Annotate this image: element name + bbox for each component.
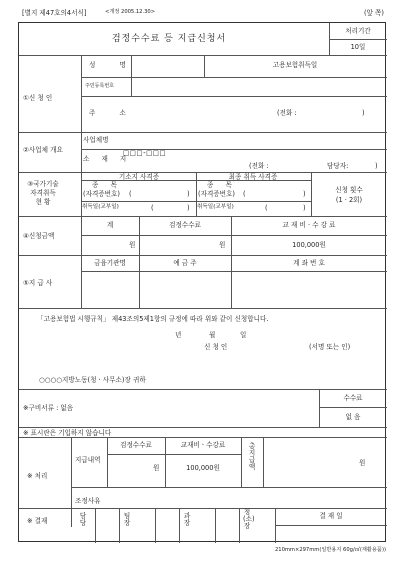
workplace-close: ) xyxy=(375,162,378,170)
acquisition-label-3: 현 황 xyxy=(35,198,51,206)
approval-date-field[interactable] xyxy=(275,525,387,543)
amount-tuition-label: 교 재 비 · 수 강 료 xyxy=(282,221,336,229)
amount-total-label: 계 xyxy=(106,221,114,229)
existing-cert-header: 기소지 사격증 xyxy=(118,173,160,181)
rrn-field[interactable] xyxy=(131,77,387,96)
postal-code-boxes[interactable]: □□□-□□□ xyxy=(123,149,167,157)
approval-team-lead: 팀장 xyxy=(123,512,131,527)
phone-close: ) xyxy=(362,109,365,117)
total-payment-won: 원 xyxy=(359,459,366,467)
amount-section-label: ④신청금액 xyxy=(23,232,55,240)
bank-label: 금융기관명 xyxy=(94,259,126,267)
addressee: ○○○○지방노동(청ㆍ사무소)장 귀하 xyxy=(39,376,146,384)
date-month: 월 xyxy=(209,331,216,339)
application-form xyxy=(18,22,386,542)
page-side: (앞 쪽) xyxy=(364,9,384,17)
fee-value: 없 음 xyxy=(345,413,361,421)
date-year: 년 xyxy=(175,331,182,339)
existing-date-paren-open: ( xyxy=(151,204,154,212)
approval-section-chief: 과장 xyxy=(183,512,191,527)
bank-field[interactable] xyxy=(81,271,139,308)
amount-total-won: 원 xyxy=(129,241,136,249)
applicant-section-label: ①신 청 인 xyxy=(23,94,53,102)
contact-label: 담당자: xyxy=(327,162,349,170)
approval-label: ※ 결재 xyxy=(27,517,48,525)
latest-paren-open: ( xyxy=(243,190,246,198)
latest-date-paren-open: ( xyxy=(265,204,268,212)
declaration-text: 「고용보험법 시행규칙」 제43조의5제1항의 규정에 따라 위와 같이 신청합니다. xyxy=(37,315,269,323)
period-label: 처리기간 xyxy=(345,27,371,35)
existing-paren-open: ( xyxy=(129,190,132,198)
total-payment-label: 총지급액 xyxy=(248,442,256,471)
latest-cert-header: 최종 취득 사격증 xyxy=(228,173,278,181)
approval-staff: 담당 xyxy=(79,512,87,527)
period-value: 10일 xyxy=(350,43,366,51)
phone-label: (전화 : xyxy=(277,109,297,117)
proc-tuition-label: 교재비ㆍ수강료 xyxy=(180,441,226,449)
revision-date: <개정 2005.12.30> xyxy=(105,8,156,15)
fee-label: 수수료 xyxy=(343,394,363,402)
processing-label: ※ 처리 xyxy=(27,472,48,480)
form-header-line xyxy=(22,7,388,19)
payee-section-label: ⑤지 급 사 xyxy=(23,279,53,287)
payment-detail-label: 지급내역 xyxy=(75,456,101,464)
approval-director: 청(소)장 xyxy=(243,508,255,530)
proc-exam-fee-label: 검정수수료 xyxy=(120,441,152,449)
paper-spec: 210mm×297mm(일반용지 60g/㎡(재활용품)) xyxy=(274,547,386,553)
adjust-reason-label: 조정사유 xyxy=(75,497,101,505)
request-count-label: 신청 횟수 xyxy=(335,186,363,194)
latest-issue-date-label: 취득일(교부일) xyxy=(197,204,234,210)
existing-date-paren-close: ) xyxy=(187,204,190,212)
acquisition-label-1: ③국가기술 xyxy=(27,180,59,188)
form-number: [별지 제47호의4서식] xyxy=(22,9,87,17)
approval-date-label: 결 재 일 xyxy=(319,512,343,520)
existing-issue-date-label: 취득일(교부일) xyxy=(82,204,119,210)
name-label: 성 명 xyxy=(89,61,137,69)
latest-type-label: 종 목 xyxy=(207,181,237,189)
account-field[interactable] xyxy=(231,271,387,308)
latest-paren-close: ) xyxy=(303,190,306,198)
existing-paren-close: ) xyxy=(187,190,190,198)
workplace-phone-label: (전화 : xyxy=(249,162,269,170)
holder-label: 예 금 주 xyxy=(173,259,197,267)
workplace-name-field[interactable] xyxy=(119,132,387,149)
workplace-name-label: 사업체명 xyxy=(83,136,109,144)
name-value: 고용보험취득일 xyxy=(272,61,318,69)
rrn-label: 주민등록번호 xyxy=(85,83,114,89)
applicant-sign-label: 신 청 인 xyxy=(204,343,228,351)
date-day: 일 xyxy=(240,331,247,339)
proc-tuition-value: 100,000원 xyxy=(186,464,220,472)
workplace-address-label: 소 재 지 xyxy=(83,155,132,163)
existing-type-label: 종 목 xyxy=(92,181,122,189)
latest-date-paren-close: ) xyxy=(303,204,306,212)
address-field[interactable] xyxy=(131,96,387,132)
amount-tuition-value: 100,000원 xyxy=(292,241,326,249)
required-docs: ※구비서류 : 없음 xyxy=(23,404,74,412)
address-label: 주 소 xyxy=(89,109,137,117)
office-use-note: ※ 표시란은 기입하지 않습니다 xyxy=(23,429,112,437)
workplace-section-label: ②사업체 개요 xyxy=(23,146,63,154)
existing-type-no-label: (자격증번호) xyxy=(83,190,120,198)
adjust-reason-field[interactable] xyxy=(119,487,387,508)
latest-type-no-label: (자격증번호) xyxy=(198,190,235,198)
proc-exam-fee-won: 원 xyxy=(153,464,160,472)
acquisition-label-2: 자격취득 xyxy=(30,189,56,197)
request-count-value[interactable]: (1 · 2회) xyxy=(335,196,363,204)
holder-field[interactable] xyxy=(139,271,231,308)
sign-or-seal: (서명 또는 인) xyxy=(309,343,351,351)
account-label: 계 좌 번 호 xyxy=(293,259,325,267)
amount-fee-label: 검정수수료 xyxy=(169,221,201,229)
form-title: 검정수수료 등 지급신청서 xyxy=(111,34,227,44)
amount-fee-won: 원 xyxy=(219,241,226,249)
